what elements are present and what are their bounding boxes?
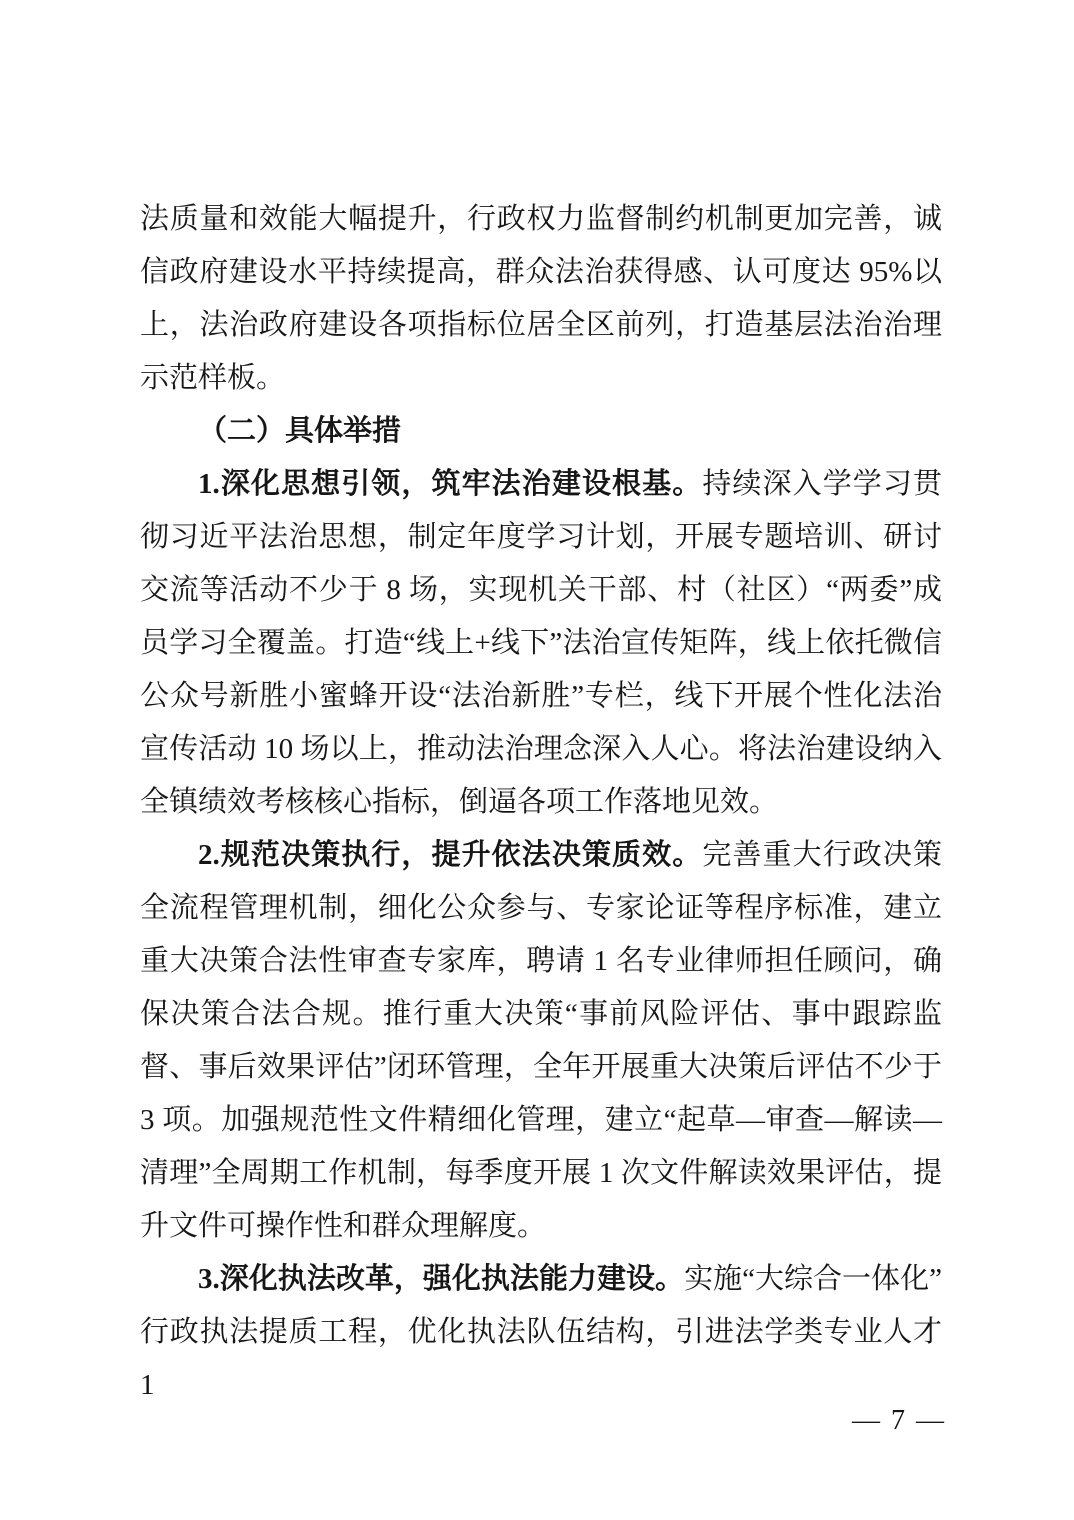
section-heading: （二）具体举措 — [198, 415, 402, 447]
measure-1-body: 持续深入学学习贯彻习近平法治思想，制定年度学习计划，开展专题培训、研讨交流等活动不少于 8 场，实现机关干部、村（社区）“两委”成员学习全覆盖。打造“线上+线下”法治宣传矩阵，线上依托微信公众号新胜小蜜蜂开设“法治新胜”专栏，线下开展个性化法治宣传活动 10 场以上，推动法治理念深入人心。将法治建设纳入全镇绩效考核核心指标，倒逼各项工作落地见效。 — [140, 468, 942, 818]
measure-2-body: 完善重大行政决策全流程管理机制，细化公众参与、专家论证等程序标准，建立重大决策合法性审查专家库，聘请 1 名专业律师担任顾问，确保决策合法合规。推行重大决策“事前风险评估、事中跟踪监督、事后效果评估”闭环管理，全年开展重大决策后评估不少于 3 项。加强规范性文件精细化管理，建立“起草—审查—解读—清理”全周期工作机制，每季度开展 1 次文件解读效果评估，提升文件可操作性和群众理解度。 — [140, 839, 942, 1242]
page-footer — [852, 1401, 946, 1441]
measure-3-lead: 3.深化执法改革，强化执法能力建设。 — [198, 1263, 685, 1295]
measure-1-lead: 1.深化思想引领，筑牢法治建设根基。 — [198, 468, 703, 500]
measure-paragraph-1 — [140, 458, 942, 829]
continuation-paragraph: 法质量和效能大幅提升，行政权力监督制约机制更加完善，诚信政府建设水平持续提高，群众法治获得感、认可度达 95%以上，法治政府建设各项指标位居全区前列，打造基层法治治理示范样板。 — [140, 203, 942, 394]
measure-paragraph-2 — [140, 829, 942, 1253]
measure-2-lead: 2.规范决策执行，提升依法决策质效。 — [198, 839, 703, 871]
measure-3-body: 实施“大综合一体化”行政执法提质工程，优化执法队伍结构，引进法学类专业人才 1 — [140, 1263, 942, 1401]
page-number: — 7 — — [852, 1405, 946, 1436]
measure-paragraph-3 — [140, 1253, 942, 1412]
document-body — [140, 193, 942, 1412]
